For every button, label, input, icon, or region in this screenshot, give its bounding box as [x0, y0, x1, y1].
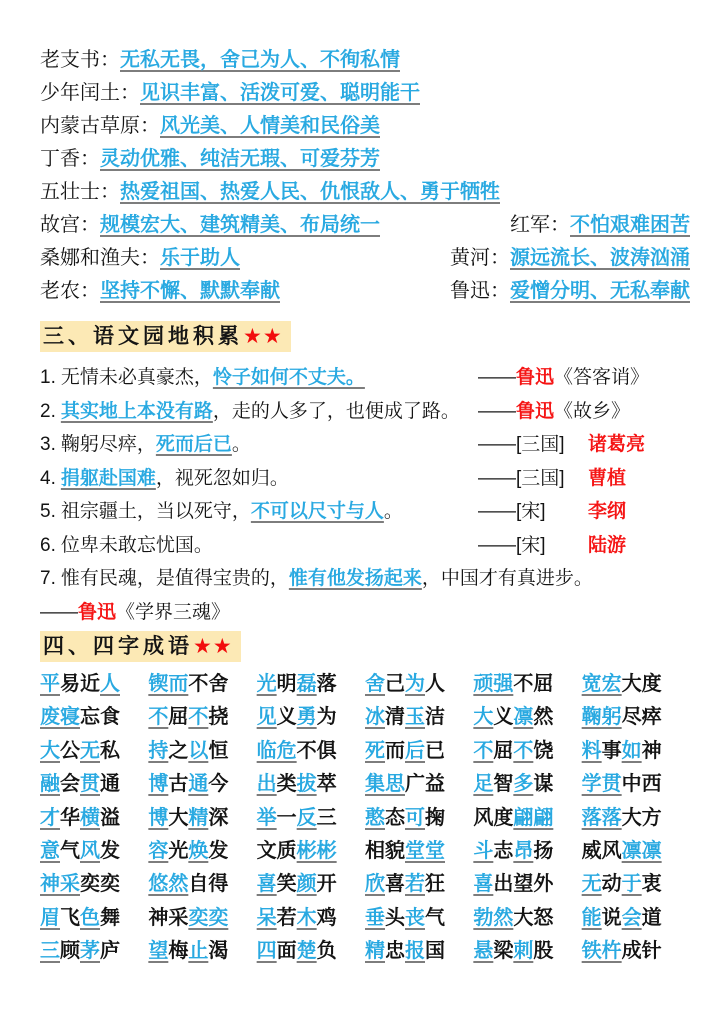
- quote-number: 3.: [40, 434, 56, 455]
- quote-number: 7.: [40, 568, 56, 589]
- closing-attribution: [40, 596, 690, 630]
- quote-attribution: [478, 529, 690, 563]
- trait-row: [40, 77, 690, 110]
- idiom: 鞠躬尽瘁: [581, 706, 662, 729]
- idiom: 能说会道: [581, 906, 662, 929]
- attribution-source: ——[宋]: [478, 534, 546, 556]
- attribution-dash: ——: [40, 601, 78, 623]
- trait-value: 热爱祖国、热爱人民、仇恨敌人、勇于牺牲: [120, 181, 500, 203]
- idiom: 落落大方: [581, 806, 662, 829]
- idiom: 悠然自得: [148, 873, 229, 896]
- trait-row: [40, 143, 690, 176]
- section4: [40, 631, 690, 664]
- trait-label: 五壮士：: [40, 181, 120, 203]
- idiom: 舍己为人: [365, 673, 445, 695]
- idiom: 憨态可掬: [365, 806, 445, 829]
- idiom: 神采奕奕: [148, 906, 229, 929]
- idiom: 相貌堂堂: [365, 840, 445, 863]
- idiom: 四面楚负: [256, 940, 337, 963]
- idiom: 威风凛凛: [581, 840, 662, 863]
- attribution-name: 李纲: [588, 501, 627, 522]
- idiom: 光明磊落: [256, 673, 337, 695]
- idiom: 临危不俱: [256, 739, 337, 762]
- trait-row: [40, 110, 690, 143]
- trait-label: 故宫：: [40, 214, 100, 236]
- attribution-dash: ——: [478, 400, 516, 422]
- idiom: 喜出望外: [473, 873, 554, 896]
- trait-label: 内蒙古草原：: [40, 115, 160, 137]
- quote-line: [40, 495, 690, 529]
- quote-line: [40, 562, 690, 596]
- trait-value: 乐于助人: [160, 247, 240, 269]
- quote-line: [40, 361, 690, 395]
- quote-number: 1.: [40, 367, 56, 388]
- attribution-name: 诸葛亮: [588, 434, 646, 455]
- trait-row: [40, 44, 690, 77]
- quote-number: 2.: [40, 400, 56, 422]
- idiom: 三顾茅庐: [40, 940, 120, 963]
- quote-attribution: [478, 462, 690, 496]
- idiom: 锲而不舍: [148, 673, 229, 695]
- quote-list: [40, 361, 690, 629]
- attribution-dash: ——: [478, 367, 516, 388]
- character-traits-section: [40, 44, 690, 308]
- idiom: 平易近人: [40, 673, 120, 695]
- idiom: 冰清玉洁: [365, 706, 445, 729]
- trait-label: 丁香：: [40, 148, 100, 170]
- idiom: 料事如神: [581, 739, 662, 762]
- quote-attribution: [478, 495, 690, 529]
- idiom: 见义勇为: [256, 706, 337, 729]
- idiom: 大公无私: [40, 739, 120, 762]
- idiom: 死而后已: [365, 739, 445, 762]
- idiom: 精忠报国: [365, 940, 445, 963]
- idiom: 喜笑颜开: [256, 873, 337, 896]
- section4-title: 四、四字成语: [43, 635, 193, 658]
- attribution-name: 陆游: [588, 534, 627, 556]
- trait-cell: [40, 77, 420, 110]
- trait-row: [40, 275, 690, 308]
- attribution-name: 鲁迅: [78, 601, 117, 623]
- section4-heading: [40, 631, 241, 662]
- page-content: [40, 44, 690, 969]
- quote-text: 位卑未敢忘忧国。: [60, 534, 213, 556]
- idiom: 意气风发: [40, 840, 120, 863]
- trait-row: [40, 176, 690, 209]
- trait-value: 规模宏大、建筑精美、布局统一: [100, 214, 380, 236]
- trait-cell: [450, 275, 690, 308]
- trait-value: 爱憎分明、无私奉献: [510, 280, 690, 302]
- star-rating: ★★: [243, 325, 283, 348]
- trait-value: 无私无畏，舍己为人、不徇私情: [120, 49, 400, 71]
- attribution-source: ——[三国]: [478, 467, 565, 489]
- quote-line: [40, 428, 690, 462]
- attribution-name: 曹植: [588, 467, 627, 489]
- trait-cell: [40, 275, 280, 308]
- idiom-grid: [40, 668, 690, 969]
- idiom: 风度翩翩: [473, 806, 554, 829]
- idiom: 垂头丧气: [365, 906, 445, 929]
- quote-line: [40, 529, 690, 563]
- quote-attribution: [478, 428, 690, 462]
- quote-attribution: [478, 395, 690, 429]
- idiom: 集思广益: [365, 773, 445, 796]
- quote-attribution: [478, 361, 690, 395]
- idiom: 文质彬彬: [256, 840, 337, 863]
- section3-title: 三、语文园地积累: [43, 325, 243, 348]
- trait-cell: [450, 242, 690, 275]
- trait-value: 源远流长、波涛汹涌: [510, 247, 690, 269]
- idiom: 才华横溢: [40, 806, 120, 829]
- quote-text: 无情未必真豪杰，怜子如何不丈夫。: [60, 367, 365, 388]
- idiom: 宽宏大度: [581, 673, 662, 695]
- idiom: 顽强不屈: [473, 673, 554, 695]
- idiom: 持之以恒: [148, 739, 229, 762]
- idiom: 勃然大怒: [473, 906, 554, 929]
- idiom: 足智多谋: [473, 773, 554, 796]
- quote-text: 鞠躬尽瘁，死而后已。: [60, 434, 251, 455]
- trait-label: 桑娜和渔夫：: [40, 247, 160, 269]
- idiom: 容光焕发: [148, 840, 229, 863]
- trait-value: 灵动优雅、纯洁无瑕、可爱芬芳: [100, 148, 380, 170]
- idiom: 举一反三: [256, 806, 337, 829]
- trait-label: 少年闰土：: [40, 82, 140, 104]
- idiom: 博古通今: [148, 773, 229, 796]
- quote-number: 5.: [40, 501, 56, 522]
- trait-cell: [40, 176, 500, 209]
- trait-label: 鲁迅：: [450, 280, 510, 302]
- trait-value: 风光美、人情美和民俗美: [160, 115, 380, 137]
- idiom: 不屈不挠: [148, 706, 229, 729]
- attribution-source: ——[三国]: [478, 434, 565, 455]
- idiom: 博大精深: [148, 806, 229, 829]
- attribution-source: ——[宋]: [478, 501, 546, 522]
- trait-value: 坚持不懈、默默奉献: [100, 280, 280, 302]
- attribution-title: 《学界三魂》: [116, 601, 231, 623]
- idiom: 斗志昂扬: [473, 840, 554, 863]
- trait-row: [40, 242, 690, 275]
- quote-text: 惟有民魂，是值得宝贵的，惟有他发扬起来，中国才有真进步。: [60, 568, 593, 589]
- idiom: 废寝忘食: [40, 706, 120, 729]
- trait-cell: [510, 209, 690, 242]
- quote-line: [40, 462, 690, 496]
- idiom: 铁杵成针: [581, 940, 662, 963]
- idiom: 出类拔萃: [256, 773, 337, 796]
- idiom: 学贯中西: [581, 773, 662, 796]
- trait-label: 红军：: [510, 214, 570, 236]
- idiom: 悬梁刺股: [473, 940, 554, 963]
- quote-number: 4.: [40, 467, 56, 489]
- trait-cell: [40, 242, 240, 275]
- idiom: 欣喜若狂: [365, 873, 445, 896]
- trait-value: 见识丰富、活泼可爱、聪明能干: [140, 82, 420, 104]
- attribution-title: 《答客诮》: [554, 367, 650, 388]
- idiom: 神采奕奕: [40, 873, 120, 896]
- trait-value: 不怕艰难困苦: [570, 214, 690, 236]
- quote-text: 其实地上本没有路，走的人多了，也便成了路。: [60, 400, 460, 422]
- idiom: 望梅止渴: [148, 940, 229, 963]
- idiom: 不屈不饶: [473, 739, 554, 762]
- trait-label: 老农：: [40, 280, 100, 302]
- quote-line: [40, 395, 690, 429]
- trait-cell: [40, 209, 380, 242]
- attribution-name: 鲁迅: [516, 400, 555, 422]
- trait-cell: [40, 143, 380, 176]
- attribution-title: 《故乡》: [554, 400, 631, 422]
- quote-text: 捐躯赴国难，视死忽如归。: [60, 467, 289, 489]
- attribution-name: 鲁迅: [516, 367, 555, 388]
- quote-number: 6.: [40, 534, 56, 556]
- trait-label: 老支书：: [40, 49, 120, 71]
- trait-cell: [40, 110, 380, 143]
- trait-label: 黄河：: [450, 247, 510, 269]
- idiom: 呆若木鸡: [256, 906, 337, 929]
- idiom: 大义凛然: [473, 706, 554, 729]
- idiom: 融会贯通: [40, 773, 120, 796]
- trait-row: [40, 209, 690, 242]
- trait-cell: [40, 44, 400, 77]
- idiom: 无动于衷: [581, 873, 662, 896]
- star-rating: ★★: [193, 635, 233, 658]
- idiom: 眉飞色舞: [40, 906, 120, 929]
- section3: [40, 321, 690, 354]
- quote-text: 祖宗疆土，当以死守，不可以尺寸与人。: [60, 501, 403, 522]
- section3-heading: [40, 321, 291, 352]
